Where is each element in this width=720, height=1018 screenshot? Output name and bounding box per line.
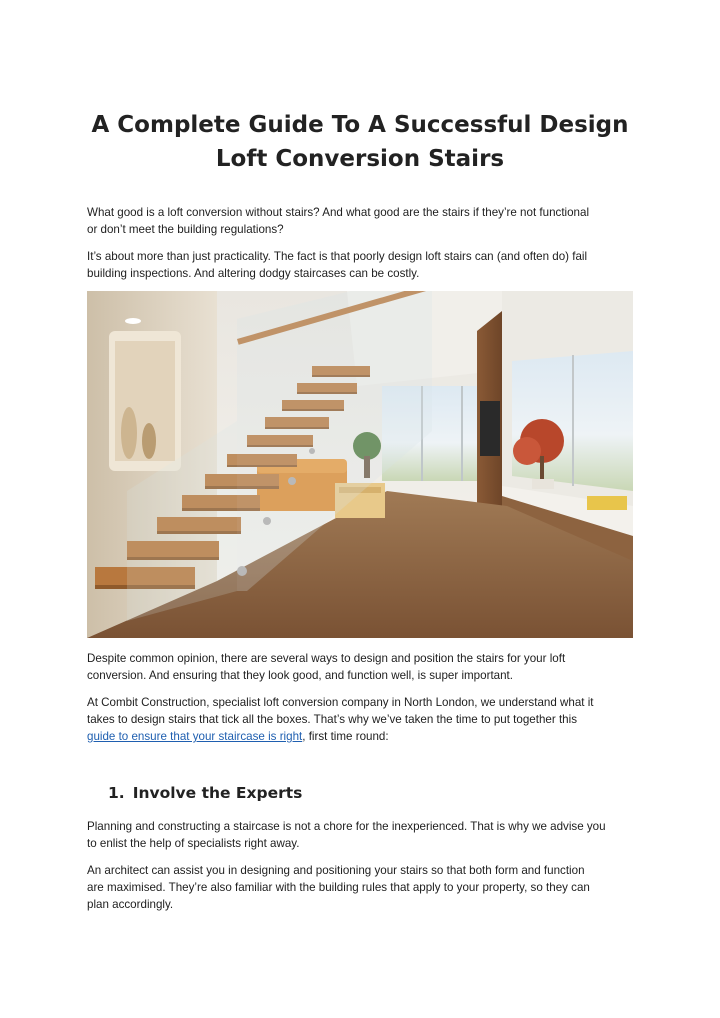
title-line-1: A Complete Guide To A Successful Design (91, 112, 629, 138)
section-1-heading (108, 784, 302, 802)
text-line: are maximised. They’re also familiar with the building rules that apply to your property, so they can (87, 881, 590, 894)
title-line-2: Loft Conversion Stairs (215, 146, 505, 172)
staircase-photo (87, 291, 633, 638)
text-line: takes to design stairs that tick all the boxes. That’s why we’ve taken the time to put together this (87, 713, 577, 726)
section-number: 1. (108, 784, 125, 802)
body-paragraph-4 (87, 694, 637, 745)
text-line: plan accordingly. (87, 898, 174, 911)
text-line: Planning and constructing a staircase is not a chore for the inexperienced. That is why we advise you (87, 820, 606, 833)
section-1-paragraph-1 (87, 818, 637, 852)
intro-paragraph-1 (87, 204, 637, 238)
page-title (60, 108, 660, 176)
text-line: or don’t meet the building regulations? (87, 223, 284, 236)
link-trailing-text: , first time round: (302, 730, 389, 743)
text-line: to enlist the help of specialists right away. (87, 837, 300, 850)
body-paragraph-3 (87, 650, 637, 684)
section-1-paragraph-2 (87, 862, 637, 913)
text-line (87, 728, 637, 745)
intro-paragraph-2 (87, 248, 637, 282)
staircase-guide-link[interactable]: guide to ensure that your staircase is right (87, 730, 303, 743)
section-title: Involve the Experts (132, 784, 303, 802)
text-line: An architect can assist you in designing and positioning your stairs so that both form and function (87, 864, 585, 877)
text-line: building inspections. And altering dodgy staircases can be costly. (87, 267, 420, 280)
text-line: At Combit Construction, specialist loft conversion company in North London, we understand what it (87, 696, 594, 709)
text-line: conversion. And ensuring that they look good, and function well, is super important. (87, 669, 514, 682)
text-line: Despite common opinion, there are several ways to design and position the stairs for your loft (87, 652, 566, 665)
text-line: It’s about more than just practicality. The fact is that poorly design loft stairs can (and often do) fail (87, 250, 588, 263)
text-line: What good is a loft conversion without stairs? And what good are the stairs if they’re not functional (87, 206, 590, 219)
